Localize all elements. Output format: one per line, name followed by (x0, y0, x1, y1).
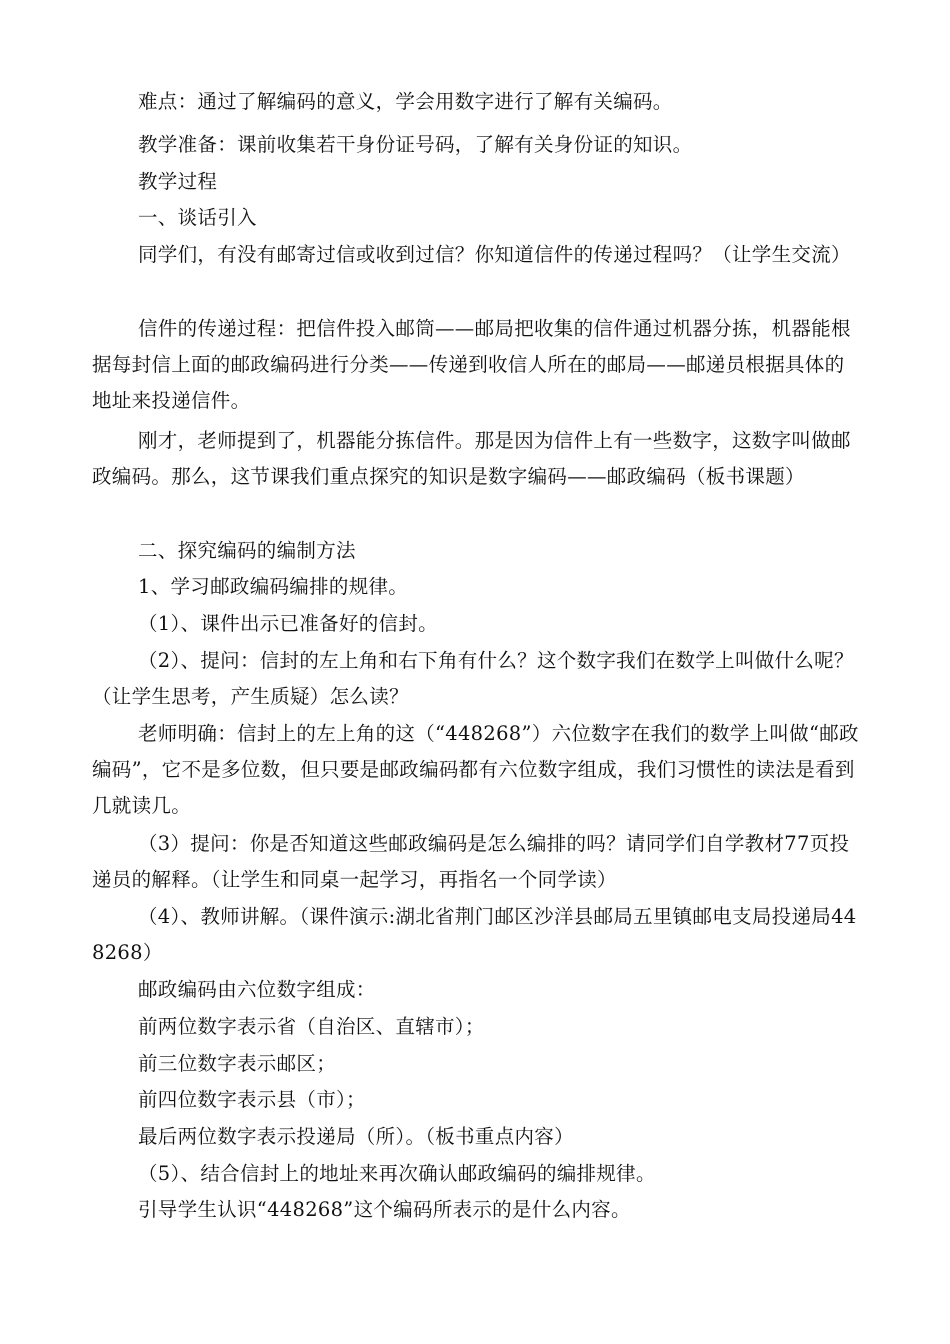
paragraph-last-two-digits: 最后两位数字表示投递局（所）。（板书重点内容） (138, 1125, 574, 1148)
paragraph-difficulty: 难点：通过了解编码的意义，学会用数字进行了解有关编码。 (138, 90, 673, 113)
paragraph-intro-question: 同学们，有没有邮寄过信或收到过信？你知道信件的传递过程吗？（让学生交流） (138, 243, 851, 266)
paragraph-step-1: 1、学习邮政编码编排的规律。 (138, 575, 409, 598)
paragraph-step-1-5: （5）、结合信封上的地址来再次确认邮政编码的编排规律。 (138, 1162, 656, 1185)
heading-section-1: 一、谈话引入 (138, 206, 257, 229)
paragraph-step-1-4: （4）、教师讲解。（课件演示:湖北省荆门邮区沙洋县邮局五里镇邮电支局投递局448268） (92, 905, 857, 964)
heading-section-2: 二、探究编码的编制方法 (138, 539, 356, 562)
paragraph-teacher-clarify: 老师明确：信封上的左上角的这（“448268”）六位数字在我们的数学上叫做“邮政编码”，它不是多位数，但只要是邮政编码都有六位数字组成，我们习惯性的读法是看到几就读几。 (92, 722, 859, 817)
paragraph-step-1-2: （2）、提问：信封的左上角和右下角有什么？这个数字我们在数学上叫做什么呢？（让学生思考，产生质疑）怎么读？ (92, 649, 854, 708)
paragraph-step-1-1: （1）、课件出示已准备好的信封。 (138, 612, 438, 635)
paragraph-preparation: 教学准备：课前收集若干身份证号码，了解有关身份证的知识。 (138, 133, 693, 156)
paragraph-postal-code-intro: 刚才，老师提到了，机器能分拣信件。那是因为信件上有一些数字，这数字叫做邮政编码。那么，这节课我们重点探究的知识是数字编码——邮政编码（板书课题） (92, 429, 851, 488)
paragraph-delivery-process: 信件的传递过程：把信件投入邮筒——邮局把收集的信件通过机器分拣，机器能根据每封信上面的邮政编码进行分类——传递到收信人所在的邮局——邮递员根据具体的地址来投递信件。 (92, 317, 851, 412)
paragraph-guide-students: 引导学生认识“448268”这个编码所表示的是什么内容。 (138, 1198, 631, 1221)
paragraph-step-1-3: （3）提问：你是否知道这些邮政编码是怎么编排的吗？请同学们自学教材77页投递员的解释。（让学生和同桌一起学习，再指名一个同学读） (92, 832, 850, 891)
paragraph-first-two-digits: 前两位数字表示省（自治区、直辖市）； (138, 1015, 485, 1038)
paragraph-first-four-digits: 前四位数字表示县（市）； (138, 1088, 366, 1111)
paragraph-code-composition: 邮政编码由六位数字组成： (138, 978, 376, 1001)
paragraph-first-three-digits: 前三位数字表示邮区； (138, 1052, 337, 1075)
heading-teaching-process: 教学过程 (138, 170, 218, 193)
